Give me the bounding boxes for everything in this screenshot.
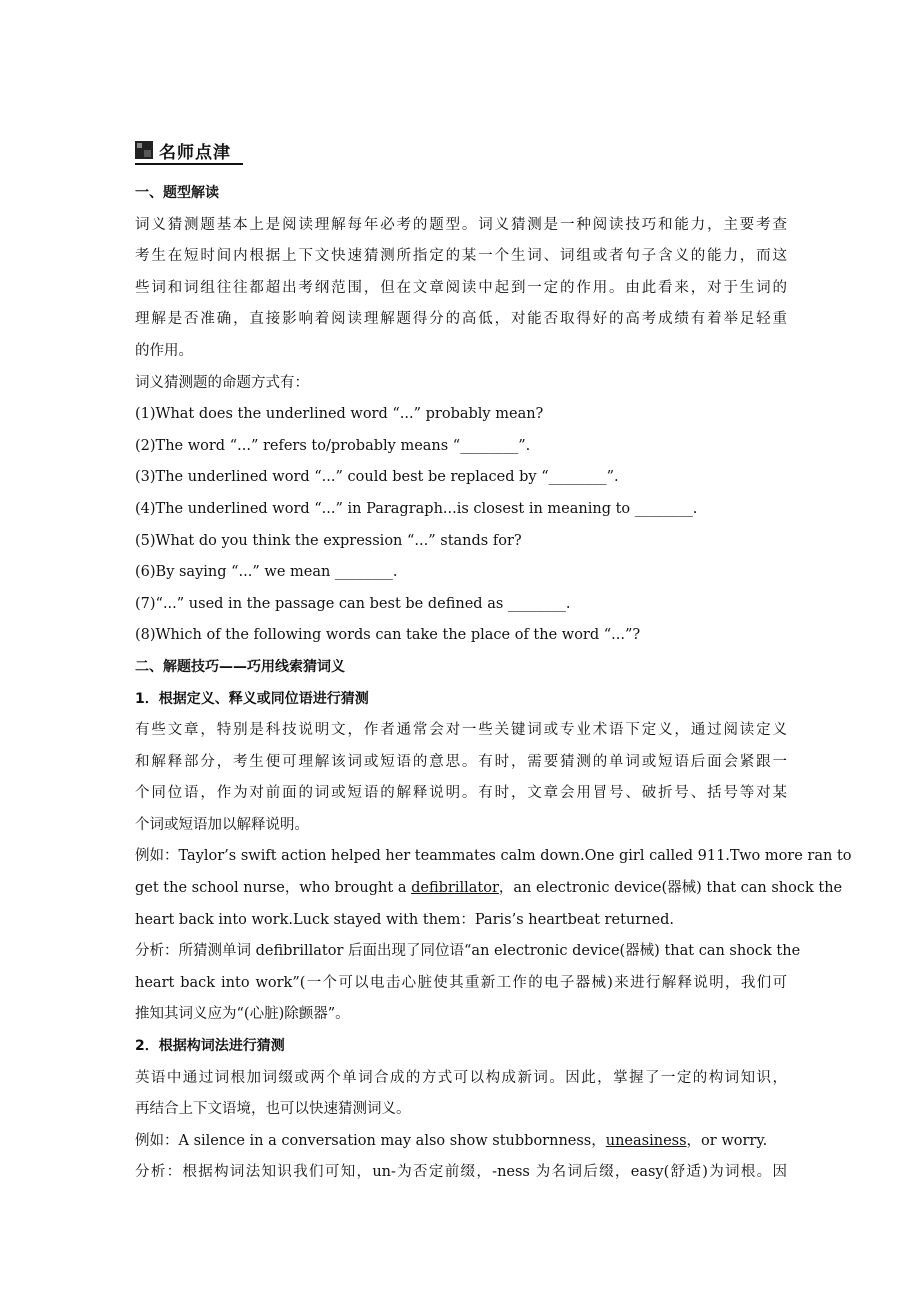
analysis-line: 推知其词义应为“(心脏)除颤器”。 — [135, 1006, 350, 1023]
question-form: (6)By saying “...” we mean ________. — [135, 564, 398, 581]
paragraph-line: 和解释部分，考生便可理解该词或短语的意思。有时，需要猜测的单词或短语后面会紧跟一 — [135, 753, 787, 770]
section-marker-icon — [135, 141, 153, 159]
example-text: ，an electronic device(器械) that can shock the — [498, 880, 843, 897]
example-line: heart back into work.Luck stayed with them：Paris’s heartbeat returned. — [135, 911, 674, 928]
question-form: (4)The underlined word “...” in Paragraph...is closest in meaning to ________. — [135, 500, 698, 517]
heading-question-type: 一、题型解读 — [135, 185, 219, 201]
paragraph-line: 些词和词组往往都超出考纲范围，但在文章阅读中起到一定的作用。由此看来，对于生词的 — [135, 279, 787, 296]
analysis-line: 分析：所猜测单词 defibrillator 后面出现了同位语“an electronic device(器械) that can shock the — [135, 943, 801, 960]
paragraph-line: 有些文章，特别是科技说明文，作者通常会对一些关键词或专业术语下定义，通过阅读定义 — [135, 722, 787, 739]
question-form: (8)Which of the following words can take the place of the word “...”? — [135, 627, 641, 644]
heading-techniques: 二、解题技巧——巧用线索猜词义 — [135, 658, 345, 675]
document-body — [135, 178, 852, 1189]
example-text: ，or worry. — [686, 1132, 768, 1149]
example-line — [135, 873, 843, 905]
section-title-bar — [135, 137, 243, 165]
analysis-line: 分析：根据构词法知识我们可知，un-为否定前缀，-ness 为名词后缀，easy(舒适)为词根。因 — [135, 1164, 787, 1181]
question-form: (1)What does the underlined word “...” probably mean? — [135, 406, 544, 423]
forms-label: 词义猜测题的命题方式有： — [135, 374, 309, 391]
question-form: (2)The word “...” refers to/probably means “________”. — [135, 437, 531, 454]
question-form: (3)The underlined word “...” could best be replaced by “________”. — [135, 469, 619, 486]
paragraph-line: 个词或短语加以解释说明。 — [135, 816, 309, 833]
paragraph-line: 再结合上下文语境，也可以快速猜测词义。 — [135, 1101, 411, 1118]
question-form: (5)What do you think the expression “...” stands for? — [135, 532, 522, 549]
section-title: 名师点津 — [159, 142, 231, 163]
paragraph-line: 的作用。 — [135, 342, 193, 359]
paragraph-line: 英语中通过词根加词缀或两个单词合成的方式可以构成新词。因此，掌握了一定的构词知识， — [135, 1069, 787, 1086]
paragraph-line: 个同位语，作为对前面的词或短语的解释说明。有时，文章会用冒号、破折号、括号等对某 — [135, 785, 787, 802]
underlined-word: uneasiness — [605, 1132, 687, 1149]
paragraph-line: 词义猜测题基本上是阅读理解每年必考的题型。词义猜测是一种阅读技巧和能力，主要考查 — [135, 216, 787, 233]
example-line — [135, 1126, 787, 1158]
example-text: 例如：A silence in a conversation may also show stubbornness， — [135, 1132, 606, 1149]
subheading-definition: 1．根据定义、释义或同位语进行猜测 — [135, 690, 369, 707]
subheading-word-formation: 2．根据构词法进行猜测 — [135, 1038, 285, 1055]
example-text: get the school nurse，who brought a — [135, 880, 412, 897]
underlined-word: defibrillator — [411, 880, 499, 897]
paragraph-line: 理解是否准确，直接影响着阅读理解题得分的高低，对能否取得好的高考成绩有着举足轻重 — [135, 311, 787, 328]
example-line: 例如：Taylor’s swift action helped her teammates calm down.One girl called 911.Two more ran to — [135, 848, 852, 865]
paragraph-line: 考生在短时间内根据上下文快速猜测所指定的某一个生词、词组或者句子含义的能力，而这 — [135, 248, 787, 265]
analysis-line: heart back into work”(一个可以电击心脏使其重新工作的电子器械)来进行解释说明，我们可 — [135, 974, 787, 991]
question-form: (7)“...” used in the passage can best be defined as ________. — [135, 595, 571, 612]
